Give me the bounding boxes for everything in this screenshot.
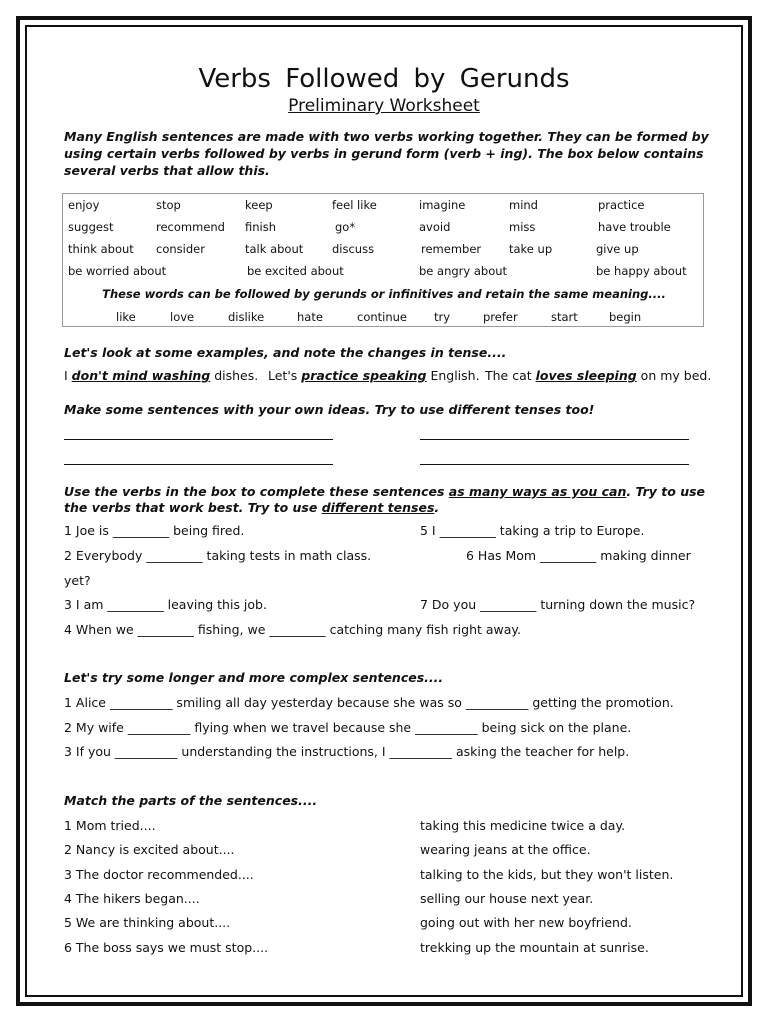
match-left-item: 1 Mom tried....: [64, 818, 156, 833]
verb-item: think about: [68, 242, 134, 256]
verb-item: suggest: [68, 220, 114, 234]
examples-heading: Let's look at some examples, and note the changes in tense....: [64, 345, 507, 360]
box-note: These words can be followed by gerunds or infinitives and retain the same meaning....: [102, 287, 666, 301]
verb-item: be worried about: [68, 264, 167, 278]
complex-sentence: 1 Alice __________ smiling all day yesterday because she was so __________ getting the promotion.: [64, 695, 674, 710]
verb-item: feel like: [332, 198, 377, 212]
match-left-item: 2 Nancy is excited about....: [64, 842, 235, 857]
match-left-item: 3 The doctor recommended....: [64, 867, 254, 882]
exercise-sentence: 2 Everybody _________ taking tests in math class.: [64, 548, 372, 563]
verb-item: begin: [609, 310, 642, 324]
match-right-item: selling our house next year.: [420, 891, 594, 906]
complex-sentence: 2 My wife __________ flying when we travel because she __________ being sick on the plane.: [64, 720, 632, 735]
answer-line[interactable]: [64, 439, 333, 440]
match-right-item: going out with her new boyfriend.: [420, 915, 632, 930]
verb-item: dislike: [228, 310, 265, 324]
complex-heading: Let's try some longer and more complex sentences....: [64, 670, 444, 685]
match-heading: Match the parts of the sentences....: [64, 793, 318, 808]
verb-item: like: [116, 310, 136, 324]
answer-line[interactable]: [420, 439, 689, 440]
exercise-sentence: 3 I am _________ leaving this job.: [64, 597, 267, 612]
verb-item: take up: [509, 242, 553, 256]
exercise-sentence: 1 Joe is _________ being fired.: [64, 523, 245, 538]
verb-box: [62, 193, 704, 327]
match-left-item: 6 The boss says we must stop....: [64, 940, 269, 955]
exercise-sentence: 5 I _________ taking a trip to Europe.: [420, 523, 645, 538]
verb-item: miss: [509, 220, 536, 234]
verb-item: be angry about: [419, 264, 508, 278]
example-sentence-1: I don't mind washing dishes.: [64, 368, 259, 383]
match-left-item: 4 The hikers began....: [64, 891, 200, 906]
verb-item: be happy about: [596, 264, 687, 278]
verb-item: consider: [156, 242, 205, 256]
answer-line[interactable]: [420, 464, 689, 465]
use-verbs-heading: Use the verbs in the box to complete these sentences as many ways as you can. Try to use the verbs that work best. Try to use different tenses.: [64, 484, 706, 515]
verb-item: try: [434, 310, 451, 324]
verb-item: avoid: [419, 220, 451, 234]
verb-item: prefer: [483, 310, 518, 324]
match-right-item: trekking up the mountain at sunrise.: [420, 940, 649, 955]
worksheet-subtitle: Preliminary Worksheet: [288, 96, 480, 116]
match-right-item: wearing jeans at the office.: [420, 842, 591, 857]
answer-line[interactable]: [64, 464, 333, 465]
complex-sentence: 3 If you __________ understanding the instructions, I __________ asking the teacher for help.: [64, 744, 630, 759]
verb-item: stop: [156, 198, 181, 212]
verb-item: go*: [335, 220, 356, 234]
verb-item: finish: [245, 220, 277, 234]
example-sentence-2: Let's practice speaking English.: [268, 368, 480, 383]
exercise-sentence: 6 Has Mom _________ making dinner: [466, 548, 691, 563]
match-right-item: talking to the kids, but they won't listen.: [420, 867, 674, 882]
verb-item: imagine: [419, 198, 466, 212]
verb-item: give up: [596, 242, 639, 256]
intro-paragraph: Many English sentences are made with two verbs working together. They can be formed by using certain verbs followed by verbs in gerund form (verb + ing). The box below contains several verbs that allow this.: [64, 129, 709, 178]
example-sentence-3: The cat loves sleeping on my bed.: [485, 368, 712, 383]
verb-item: enjoy: [68, 198, 100, 212]
verb-item: hate: [297, 310, 323, 324]
verb-item: start: [551, 310, 578, 324]
verb-item: remember: [421, 242, 482, 256]
own-ideas-heading: Make some sentences with your own ideas. Try to use different tenses too!: [64, 402, 595, 417]
verb-item: mind: [509, 198, 538, 212]
exercise-sentence: 4 When we _________ fishing, we _________ catching many fish right away.: [64, 622, 522, 637]
match-left-item: 5 We are thinking about....: [64, 915, 231, 930]
verb-item: be excited about: [247, 264, 344, 278]
match-right-item: taking this medicine twice a day.: [420, 818, 626, 833]
verb-item: practice: [598, 198, 645, 212]
verb-item: talk about: [245, 242, 304, 256]
verb-item: love: [170, 310, 195, 324]
exercise-sentence-continued: yet?: [64, 573, 91, 588]
verb-item: discuss: [332, 242, 375, 256]
worksheet-title: Verbs Followed by Gerunds: [198, 64, 570, 94]
verb-item: keep: [245, 198, 273, 212]
exercise-sentence: 7 Do you _________ turning down the music?: [420, 597, 696, 612]
verb-item: have trouble: [598, 220, 671, 234]
verb-item: recommend: [156, 220, 225, 234]
verb-item: continue: [357, 310, 408, 324]
